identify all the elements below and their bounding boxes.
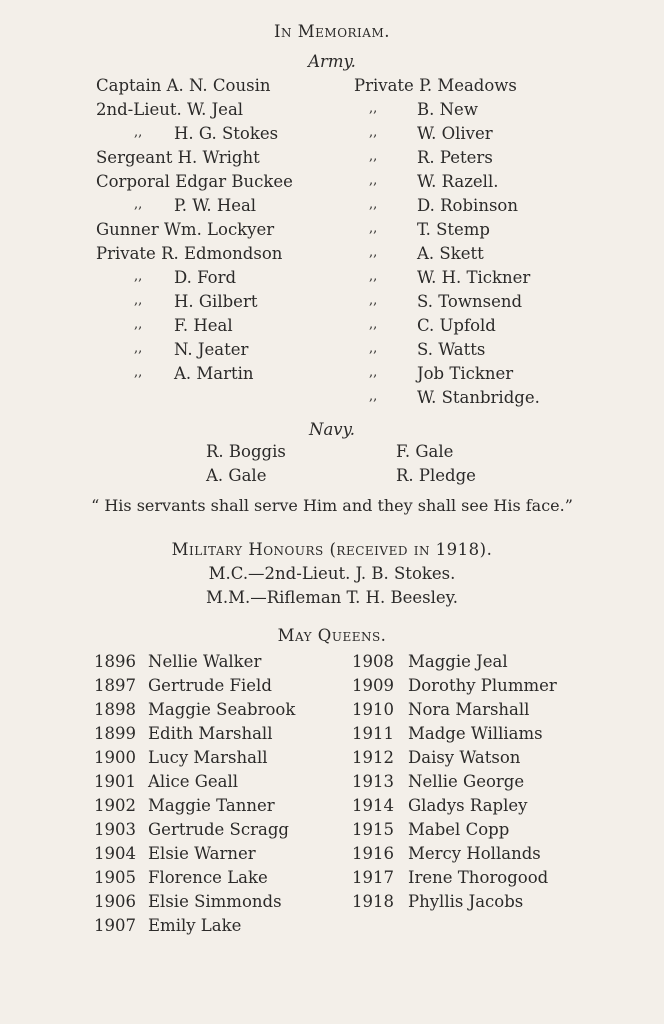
memoriam-title: In Memoriam. [273,22,390,41]
navy-right-name: F. Gale [396,442,454,461]
may-queen-name: Lucy Marshall [148,748,268,767]
ditto-mark: ,, [369,293,378,308]
army-left-name: H. Gilbert [174,292,258,311]
may-queen-year: 1914 [352,796,394,815]
army-left-name: D. Ford [174,268,237,287]
honour-line: M.C.—2nd-Lieut. J. B. Stokes. [208,564,456,583]
may-queen-year: 1900 [94,748,136,767]
may-queen-name: Elsie Warner [148,844,256,863]
army-right-name: W. Razell. [417,172,499,191]
may-queen-year: 1898 [94,700,136,719]
may-queen-year: 1902 [94,796,136,815]
may-queens-heading: May Queens. [277,626,387,645]
may-queen-name: Emily Lake [148,916,242,935]
may-queen-year: 1906 [94,892,136,911]
army-heading: Army. [308,52,356,71]
army-left-name: A. Martin [174,364,254,383]
may-queen-name: Daisy Watson [408,748,521,767]
may-queen-year: 1916 [352,844,394,863]
army-right-name: A. Skett [417,244,484,263]
ditto-mark: ,, [134,269,143,284]
army-right-name: S. Watts [417,340,486,359]
army-left-name: Captain A. N. Cousin [96,76,271,95]
may-queen-name: Madge Williams [408,724,543,743]
army-right-name: W. Oliver [417,124,493,143]
may-queen-year: 1897 [94,676,136,695]
army-right-name: S. Townsend [417,292,523,311]
may-queen-year: 1917 [352,868,394,887]
army-left-name: H. G. Stokes [174,124,279,143]
may-queen-name: Florence Lake [148,868,268,887]
may-queen-name: Irene Thorogood [408,868,549,887]
army-left-name: F. Heal [174,316,233,335]
navy-left-name: R. Boggis [206,442,286,461]
ditto-mark: ,, [369,173,378,188]
may-queen-name: Maggie Jeal [408,652,508,671]
navy-right-name: R. Pledge [396,466,476,485]
may-queen-year: 1909 [352,676,394,695]
may-queen-name: Nellie Walker [148,652,262,671]
may-queen-name: Edith Marshall [148,724,273,743]
army-left-name: Sergeant H. Wright [96,148,260,167]
may-queen-year: 1918 [352,892,394,911]
ditto-mark: ,, [134,341,143,356]
scripture-quote: “ His servants shall serve Him and they shall see His face.” [91,496,573,515]
may-queen-year: 1915 [352,820,394,839]
army-right-name: B. New [417,100,478,119]
may-queen-year: 1896 [94,652,136,671]
ditto-mark: ,, [369,269,378,284]
army-right-name: C. Upfold [417,316,496,335]
may-queen-name: Nellie George [408,772,525,791]
army-left-name: 2nd-Lieut. W. Jeal [96,100,244,119]
army-right-name: W. H. Tickner [417,268,531,287]
ditto-mark: ,, [369,125,378,140]
may-queen-year: 1913 [352,772,394,791]
army-left-name: Gunner Wm. Lockyer [96,220,275,239]
may-queen-name: Nora Marshall [408,700,530,719]
may-queen-year: 1901 [94,772,136,791]
army-left-name: P. W. Heal [174,196,257,215]
navy-heading: Navy. [309,420,355,439]
ditto-mark: ,, [369,197,378,212]
may-queen-name: Gladys Rapley [408,796,528,815]
may-queen-year: 1912 [352,748,394,767]
may-queen-year: 1908 [352,652,394,671]
may-queen-name: Maggie Seabrook [148,700,296,719]
may-queen-name: Mercy Hollands [408,844,541,863]
may-queen-name: Elsie Simmonds [148,892,282,911]
may-queen-year: 1907 [94,916,136,935]
army-right-name: R. Peters [417,148,493,167]
may-queen-year: 1899 [94,724,136,743]
army-left-name: Corporal Edgar Buckee [96,172,293,191]
may-queen-name: Maggie Tanner [148,796,275,815]
ditto-mark: ,, [369,389,378,404]
ditto-mark: ,, [134,365,143,380]
ditto-mark: ,, [134,293,143,308]
army-right-name: W. Stanbridge. [417,388,540,407]
navy-left-name: A. Gale [206,466,267,485]
may-queen-name: Alice Geall [148,772,239,791]
ditto-mark: ,, [369,365,378,380]
honours-heading: Military Honours (received in 1918). [171,540,493,559]
ditto-mark: ,, [134,197,143,212]
ditto-mark: ,, [369,221,378,236]
may-queen-name: Phyllis Jacobs [408,892,524,911]
may-queen-year: 1911 [352,724,394,743]
may-queen-year: 1910 [352,700,394,719]
army-right-name: D. Robinson [417,196,518,215]
may-queen-year: 1905 [94,868,136,887]
may-queen-year: 1904 [94,844,136,863]
army-right-name: Job Tickner [417,364,514,383]
ditto-mark: ,, [369,341,378,356]
ditto-mark: ,, [369,317,378,332]
may-queen-year: 1903 [94,820,136,839]
ditto-mark: ,, [369,245,378,260]
ditto-mark: ,, [134,317,143,332]
honour-line: M.M.—Rifleman T. H. Beesley. [205,588,459,607]
ditto-mark: ,, [369,101,378,116]
army-left-name: N. Jeater [174,340,249,359]
may-queen-name: Mabel Copp [408,820,510,839]
ditto-mark: ,, [369,149,378,164]
army-right-name: T. Stemp [417,220,490,239]
may-queen-name: Dorothy Plummer [408,676,557,695]
may-queen-name: Gertrude Field [148,676,272,695]
ditto-mark: ,, [134,125,143,140]
may-queen-name: Gertrude Scragg [148,820,289,839]
army-left-name: Private R. Edmondson [96,244,283,263]
army-right-name: Private P. Meadows [354,76,517,95]
